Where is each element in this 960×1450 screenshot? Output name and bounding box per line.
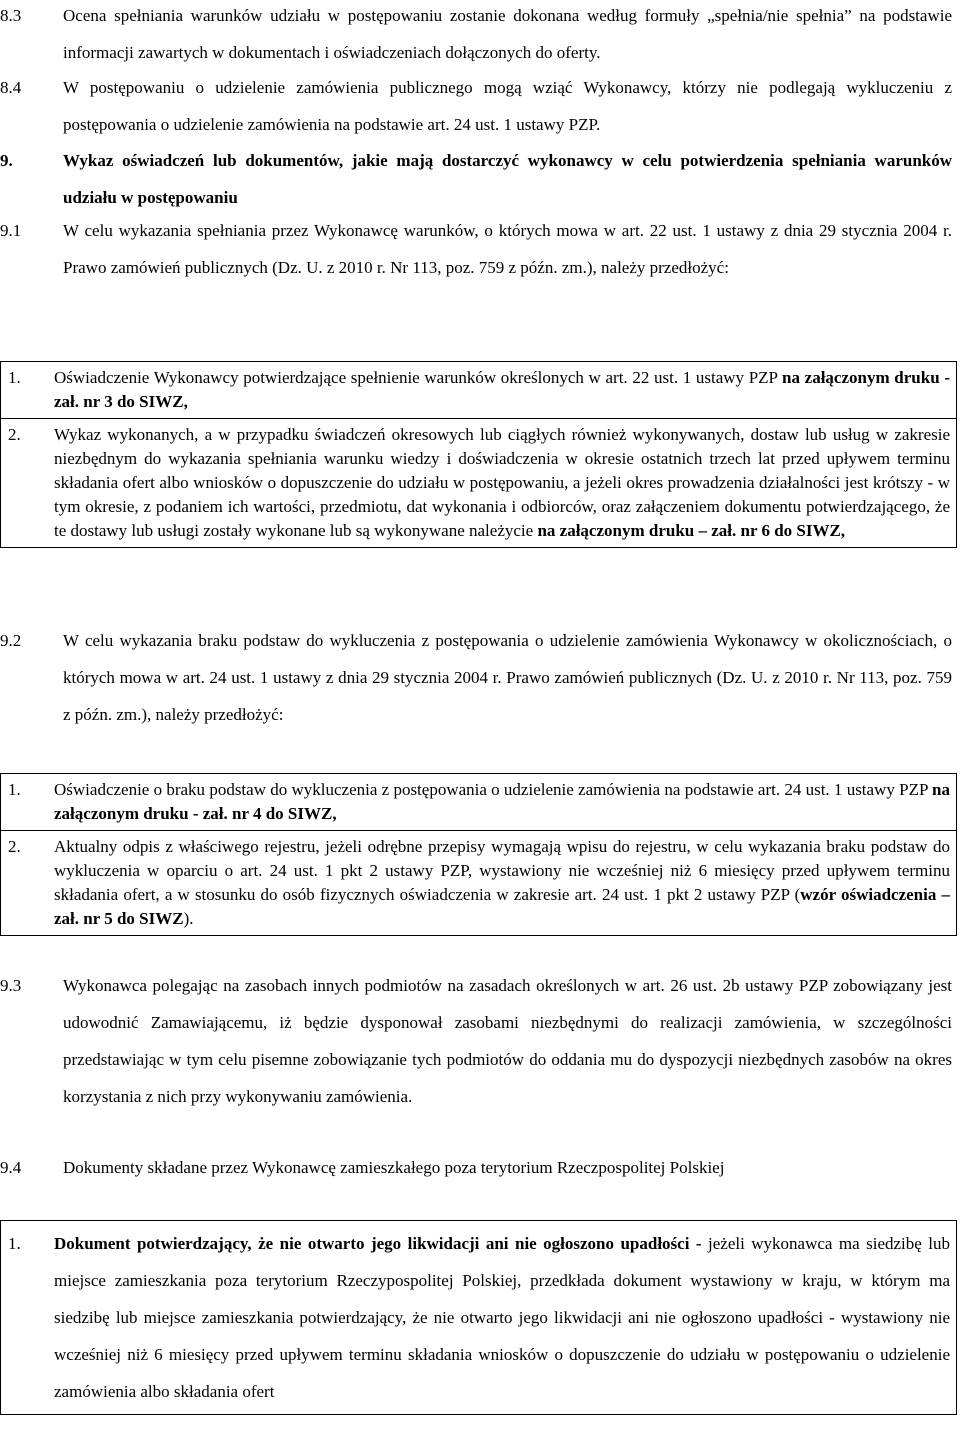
section-number: 9.3 xyxy=(0,976,22,995)
section-9-1 xyxy=(0,212,960,286)
bold-text-segment: Wykaz oświadczeń lub dokumentów, jakie mają dostarczyć wykonawcy w celu potwierdzenia spełniania warunków udziału w postępowaniu xyxy=(63,151,952,207)
section-number: 9. xyxy=(0,151,13,170)
section-number: 8.4 xyxy=(0,78,22,97)
item-number: 1. xyxy=(1,1221,49,1415)
bold-text-segment: na załączonym druku – zał. nr 6 do SIWZ, xyxy=(537,521,846,540)
section-text xyxy=(63,967,952,1115)
item-text xyxy=(48,831,957,936)
text-segment: W celu wykazania braku podstaw do wykluczenia z postępowania o udzielenie zamówienia Wykonawcy w okolicznościach, o których mowa w art. 24 ust. 1 ustawy z dnia 29 stycznia 2004 r. Prawo zamówień publicznych (Dz. U. z 2010 r. Nr 113, poz. 759 z późn. zm.), należy przedłożyć: xyxy=(63,631,952,724)
section-text xyxy=(63,1149,952,1186)
section-number: 9.1 xyxy=(0,221,22,240)
table-row xyxy=(1,1221,957,1415)
item-number: 2. xyxy=(1,831,49,936)
section-text xyxy=(63,0,952,71)
table-row xyxy=(1,419,957,548)
table-row xyxy=(1,774,957,831)
item-number: 2. xyxy=(1,419,49,548)
section-9-3 xyxy=(0,967,960,1115)
documents-table-9-1 xyxy=(0,361,957,548)
section-9-heading xyxy=(0,142,960,216)
text-segment: W postępowaniu o udzielenie zamówienia publicznego mogą wziąć Wykonawcy, którzy nie podlegają wykluczeniu z postępowania o udzielenie zamówienia na podstawie art. 24 ust. 1 ustawy PZP. xyxy=(63,78,952,134)
text-segment: W celu wykazania spełniania przez Wykonawcę warunków, o których mowa w art. 22 ust. 1 ustawy z dnia 29 stycznia 2004 r. Prawo zamówień publicznych (Dz. U. z 2010 r. Nr 113, poz. 759 z późn. zm.), należy przedłożyć: xyxy=(63,221,952,277)
item-text xyxy=(48,419,957,548)
item-text xyxy=(48,1221,957,1415)
section-8-3 xyxy=(0,0,960,71)
bold-text-segment: wzór oświadczenia – zał. nr 5 do SIWZ xyxy=(54,885,951,928)
bold-text-segment: Dokument potwierdzający, że nie otwarto jego likwidacji ani nie ogłoszono upadłości - xyxy=(54,1234,702,1253)
item-text xyxy=(48,774,957,831)
section-9-4 xyxy=(0,1149,960,1186)
bold-text-segment: na załączonym druku - zał. nr 3 do SIWZ, xyxy=(54,368,950,411)
text-segment: Ocena spełniania warunków udziału w postępowaniu zostanie dokonana według formuły „spełnia/nie spełnia” na podstawie informacji zawartych w dokumentach i oświadczeniach dołączonych do oferty. xyxy=(63,6,952,62)
text-segment: Wykonawca polegając na zasobach innych podmiotów na zasadach określonych w art. 26 ust. 2b ustawy PZP zobowiązany jest udowodnić Zamawiającemu, iż będzie dysponował zasobami niezbędnymi do realizacji zamówienia, w szczególności przedstawiając w tym celu pisemne zobowiązanie tych podmiotów do oddania mu do dyspozycji niezbędnych zasobów na okres korzystania z nich przy wykonywaniu zamówienia. xyxy=(63,976,952,1106)
text-segment: Oświadczenie o braku podstaw do wykluczenia z postępowania o udzielenie zamówienia na podstawie art. 24 ust. 1 ustawy PZP xyxy=(54,780,933,799)
section-text xyxy=(63,212,952,286)
section-9-2 xyxy=(0,622,960,733)
section-heading-text xyxy=(63,142,952,216)
section-number: 8.3 xyxy=(0,6,22,25)
bold-text-segment: na załączonym druku - zał. nr 4 do SIWZ, xyxy=(54,780,950,823)
text-segment: jeżeli wykonawca ma siedzibę lub miejsce zamieszkania poza terytorium Rzeczypospolitej Polskiej, przedkłada dokument wystawiony w kraju, w którym ma siedzibę lub miejsce zamieszkania potwierdzający, że nie otwarto jego likwidacji ani nie ogłoszono upadłości - wystawiony nie wcześniej niż 6 miesięcy przed upływem terminu składania wniosków o dopuszczenie do udziału w postępowaniu o udzielenie zamówienia albo składania ofert xyxy=(54,1234,950,1401)
item-number: 1. xyxy=(1,362,49,419)
documents-table-9-4 xyxy=(0,1220,957,1415)
item-number: 1. xyxy=(1,774,49,831)
item-text xyxy=(48,362,957,419)
text-segment: Wykaz wykonanych, a w przypadku świadczeń okresowych lub ciągłych również wykonywanych, dostaw lub usług w zakresie niezbędnym do wykazania spełniania warunku wiedzy i doświadczenia w okresie ostatnich trzech lat przed upływem terminu składania ofert albo wniosków o dopuszczenie do udziału w postępowaniu, a jeżeli okres prowadzenia działalności jest krótszy - w tym okresie, z podaniem ich wartości, przedmiotu, dat wykonania i odbiorców, oraz załączeniem dokumentu potwierdzającego, że te dostawy lub usługi zostały wykonane lub są wykonywane należycie xyxy=(54,425,950,540)
section-text xyxy=(63,622,952,733)
text-segment: ). xyxy=(183,909,194,928)
section-number: 9.4 xyxy=(0,1158,22,1177)
text-segment: Aktualny odpis z właściwego rejestru, jeżeli odrębne przepisy wymagają wpisu do rejestru, w celu wykazania braku podstaw do wykluczenia w oparciu o art. 24 ust. 1 pkt 2 ustawy PZP, wystawiony nie wcześniej niż 6 miesięcy przed upływem terminu składania ofert, a w stosunku do osób fizycznych oświadczenia w zakresie art. 24 ust. 1 pkt 2 ustawy PZP ( xyxy=(54,837,950,904)
section-number: 9.2 xyxy=(0,631,22,650)
documents-table-9-2 xyxy=(0,773,957,936)
table-row xyxy=(1,831,957,936)
table-row xyxy=(1,362,957,419)
text-segment: Oświadczenie Wykonawcy potwierdzające spełnienie warunków określonych w art. 22 ust. 1 ustawy PZP xyxy=(54,368,783,387)
section-text xyxy=(63,69,952,143)
text-segment: Dokumenty składane przez Wykonawcę zamieszkałego poza terytorium Rzeczpospolitej Polskiej xyxy=(63,1158,725,1177)
section-8-4 xyxy=(0,69,960,143)
